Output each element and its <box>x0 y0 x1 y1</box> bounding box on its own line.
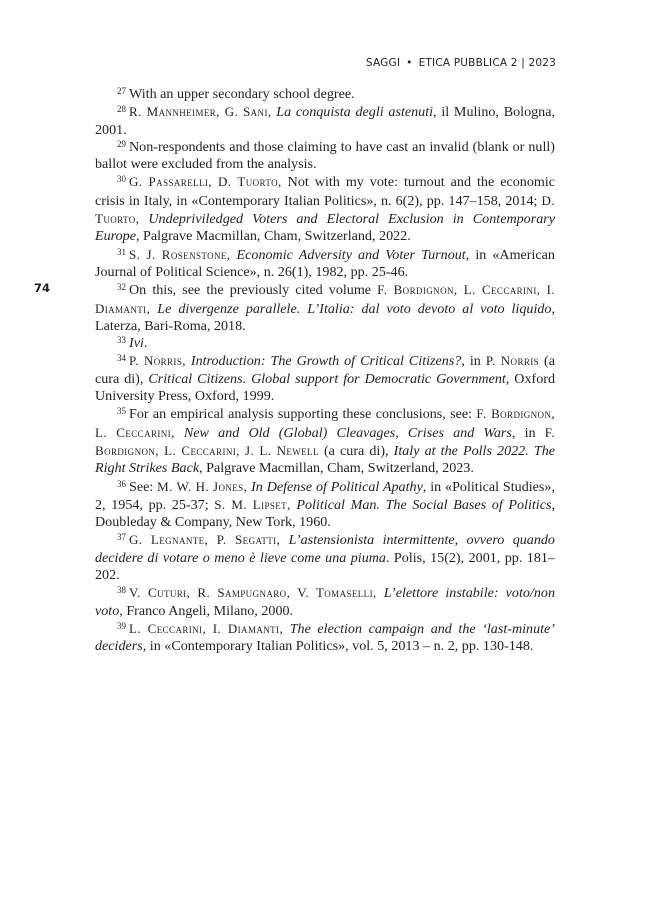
footnote-number: 27 <box>117 86 126 96</box>
footnote-35 <box>95 405 555 477</box>
author-names: P. Norris <box>485 353 540 369</box>
author-names: D. Tuorto, <box>95 192 555 227</box>
author-names: G. Legnante, P. Segatti, <box>129 532 281 548</box>
italic-title: Introduction: The Growth of Critical Citizens? <box>190 353 462 370</box>
footnote-text: , Franco Angeli, Milano, 2000. <box>119 602 294 619</box>
footnote-text: , Palgrave Macmillan, Cham, Switzerland, 2023. <box>199 460 474 477</box>
author-names: S. J. Rosenstone, <box>129 246 231 262</box>
italic-title: Undepriviledged Voters and Electoral Exclusion in Contemporary Europe <box>95 211 555 245</box>
footnote-text: . <box>143 335 148 352</box>
author-names: F. Bordignon, L. Ceccarini, J. L. Newell <box>95 424 555 458</box>
footnote-text: , in <box>511 424 545 441</box>
author-names: V. Cuturi, R. Sampugnaro, V. Tomaselli, <box>129 585 377 601</box>
header-separator: • <box>406 57 413 69</box>
footnote-30 <box>95 173 555 245</box>
footnote-text: On this, see the previously cited volume <box>129 282 378 299</box>
author-names: F. Bordignon, L. Ceccarini, I. Diamanti, <box>95 282 555 316</box>
header-journal: ETICA PUBBLICA 2 | 2023 <box>418 57 556 69</box>
footnote-text: , Laterza, Bari-Roma, 2018. <box>95 300 555 334</box>
footnote-28 <box>95 103 555 139</box>
author-names: F. Bordignon, L. Ceccarini, <box>95 406 556 440</box>
footnotes-block <box>95 86 555 656</box>
footnote-32 <box>95 281 555 335</box>
footnote-text: , in «American Journal of Political Science», n. 26(1), 1982, pp. 25-46. <box>95 246 555 280</box>
footnote-text: , Doubleday & Company, New Tork, 1960. <box>95 496 555 531</box>
footnote-text: (a cura di), <box>95 353 555 387</box>
footnote-39 <box>95 620 555 656</box>
italic-title: L’elettore instabile: voto/non voto <box>95 585 555 619</box>
page-number: 74 <box>34 281 51 295</box>
footnote-text: (a cura di), <box>318 442 394 459</box>
footnote-number: 36 <box>117 478 126 489</box>
footnote-number: 34 <box>117 353 126 364</box>
footnote-text: For an empirical analysis supporting these conclusions, see: <box>129 406 477 423</box>
italic-title: La conquista degli astenuti <box>276 104 434 121</box>
footnote-number: 31 <box>117 246 126 257</box>
italic-title: Le divergenze parallele. L’Italia: dal voto devoto al voto liquido <box>157 300 552 317</box>
footnote-33 <box>95 335 555 352</box>
italic-title: Critical Citizens. Global support for Democratic Government <box>148 370 506 387</box>
footnote-text <box>280 532 288 548</box>
footnote-text: , in <box>461 353 486 370</box>
footnote-number: 33 <box>117 335 126 346</box>
italic-title: L’astensionista intermittente, ovvero quando decidere di votare o meno è lieve come una piuma <box>95 532 555 566</box>
header-section: SAGGI <box>365 57 401 69</box>
author-names: M. W. H. Jones, <box>157 478 248 494</box>
footnote-text: . Polis, 15(2), 2001, pp. 181–202. <box>95 549 555 584</box>
footnote-text <box>139 211 148 227</box>
author-names: L. Ceccarini, I. Diamanti, <box>129 620 284 636</box>
footnote-text <box>377 585 384 601</box>
footnote-number: 30 <box>117 174 126 185</box>
footnote-number: 35 <box>117 406 126 417</box>
footnote-number: 38 <box>117 585 126 596</box>
footnote-31 <box>95 246 555 282</box>
italic-title: The election campaign and the ‘last-minute’ deciders <box>95 620 556 655</box>
footnote-text: , il Mulino, Bologna, 2001. <box>95 104 555 138</box>
footnote-29 <box>95 139 555 174</box>
footnote-number: 39 <box>117 620 126 631</box>
footnote-text: With an upper secondary school degree. <box>129 86 355 102</box>
italic-title: Italy at the Polls 2022. The Right Strikes Back <box>95 442 556 477</box>
author-names: S. M. Lipset, <box>214 496 291 512</box>
italic-title: In Defense of Political Apathy <box>251 478 423 495</box>
footnote-text <box>283 621 290 637</box>
author-names: P. Norris, <box>129 353 186 369</box>
footnote-34 <box>95 352 555 405</box>
footnote-text <box>175 425 184 441</box>
footnote-text: See: <box>129 478 158 495</box>
italic-title: Economic Adversity and Voter Turnout <box>236 246 466 263</box>
footnote-27 <box>95 86 555 103</box>
footnote-text: Non-respondents and those claiming to have cast an invalid (blank or null) ballot were excluded from the analysis. <box>95 138 555 173</box>
italic-title: New and Old (Global) Cleavages, Crises and Wars <box>183 424 512 441</box>
footnote-number: 37 <box>117 532 126 543</box>
author-names: R. Mannheimer, G. Sani, <box>129 104 272 120</box>
italic-title: Ivi <box>129 335 144 352</box>
running-header <box>366 57 556 69</box>
footnote-number: 29 <box>117 138 126 149</box>
footnote-text: , in «Contemporary Italian Politics», vol. 5, 2013 – n. 2, pp. 130-148. <box>142 638 534 655</box>
footnote-text: , Palgrave Macmillan, Cham, Switzerland, 2022. <box>135 228 411 245</box>
author-names: G. Passarelli, D. Tuorto, <box>129 174 282 190</box>
footnote-36 <box>95 478 555 532</box>
footnote-text: , Oxford University Press, Oxford, 1999. <box>95 370 555 405</box>
footnote-number: 32 <box>117 282 126 293</box>
footnote-text: Not with my vote: turnout and the economic crisis in Italy, in «Contemporary Italian Politics», n. 6(2), pp. 147–158, 2014; <box>95 174 556 209</box>
footnote-number: 28 <box>117 104 126 115</box>
footnote-text: , in «Political Studies», 2, 1954, pp. 25-37; <box>95 478 555 513</box>
italic-title: Political Man. The Social Bases of Politics <box>296 496 552 513</box>
footnote-37 <box>95 531 555 584</box>
footnote-38 <box>95 584 555 620</box>
